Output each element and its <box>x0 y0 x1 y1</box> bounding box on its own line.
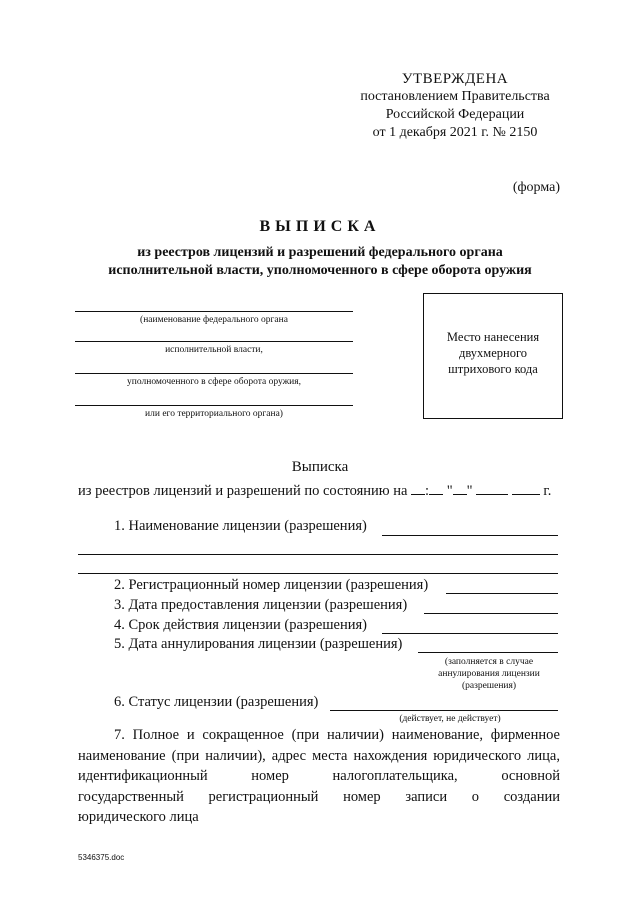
barcode-label-line-2: двухмерного <box>458 346 528 360</box>
approval-line-1: постановлением Правительства <box>360 89 550 104</box>
org-caption-3: уполномоченного в сфере оборота оружия, <box>127 377 301 387</box>
item-6-label: 6. Статус лицензии (разрешения) <box>114 694 319 710</box>
item-3-label: 3. Дата предоставления лицензии (разрешения) <box>114 597 408 613</box>
minute-field[interactable] <box>429 481 443 495</box>
document-subtitle <box>70 244 570 280</box>
org-fill-line-3 <box>75 373 353 374</box>
org-caption-1: (наименование федерального органа <box>140 315 288 325</box>
item-7-line-3: идентификационный номер налогоплательщика, основной <box>78 768 560 784</box>
item-7-paragraph <box>78 725 560 828</box>
org-caption-2: исполнительной власти, <box>165 345 263 355</box>
item-4-field[interactable] <box>382 633 558 634</box>
barcode-label <box>423 329 563 377</box>
month-field[interactable] <box>476 481 508 495</box>
item-1-field-line-2[interactable] <box>78 554 558 555</box>
footer-filename: 5346375.doc <box>78 853 125 862</box>
org-fill-line-1 <box>75 311 353 312</box>
item-5-note-line-2: аннулирования лицензии <box>438 669 540 679</box>
org-fill-line-4 <box>75 405 353 406</box>
approval-block <box>330 70 580 142</box>
year-suffix: г. <box>543 483 552 499</box>
day-field[interactable] <box>453 481 467 495</box>
item-6-field[interactable] <box>330 710 558 711</box>
extract-date-line <box>78 481 568 500</box>
item-1-field-line-3[interactable] <box>78 573 558 574</box>
item-3-field[interactable] <box>424 613 558 614</box>
barcode-label-line-1: Место нанесения <box>446 330 540 344</box>
item-7-line-5: юридического лица <box>78 809 199 825</box>
time-colon: : <box>425 483 430 499</box>
item-7-line-2: наименование (при наличии), адрес места нахождения юридического лица, <box>78 747 560 764</box>
subtitle-line-2: исполнительной власти, уполномоченного в сфере оборота оружия <box>108 263 532 278</box>
hour-field[interactable] <box>411 481 425 495</box>
barcode-label-line-3: штрихового кода <box>448 362 538 376</box>
item-5-note-line-3: (разрешения) <box>461 681 517 691</box>
item-1-label: 1. Наименование лицензии (разрешения) <box>114 518 367 534</box>
item-2-field[interactable] <box>446 593 558 594</box>
org-caption-4: или его территориального органа) <box>145 409 283 419</box>
approval-line-3: от 1 декабря 2021 г. № 2150 <box>372 125 538 140</box>
item-5-field[interactable] <box>418 652 558 653</box>
quote-open: " <box>446 483 453 499</box>
approval-title: УТВЕРЖДЕНА <box>401 71 509 87</box>
approval-line-2: Российской Федерации <box>385 107 525 122</box>
item-7-line-1: 7. Полное и сокращенное (при наличии) наименование, фирменное <box>114 727 560 743</box>
quote-close: " <box>466 483 473 499</box>
item-5-note <box>422 656 556 692</box>
extract-title: Выписка <box>291 459 349 475</box>
year-field[interactable] <box>512 481 540 495</box>
item-2-label: 2. Регистрационный номер лицензии (разрешения) <box>114 577 429 593</box>
item-5-label: 5. Дата аннулирования лицензии (разрешения) <box>114 636 403 652</box>
subtitle-line-1: из реестров лицензий и разрешений федерального органа <box>137 245 503 260</box>
extract-date-prefix: из реестров лицензий и разрешений по состоянию на <box>78 483 408 499</box>
org-fill-line-2 <box>75 341 353 342</box>
item-7-line-4: государственный регистрационный номер записи о создании <box>78 788 560 805</box>
item-4-label: 4. Срок действия лицензии (разрешения) <box>114 617 367 633</box>
item-6-note: (действует, не действует) <box>399 714 501 724</box>
document-title: ВЫПИСКА <box>259 218 381 235</box>
item-1-field[interactable] <box>382 535 558 536</box>
item-5-note-line-1: (заполняется в случае <box>444 657 534 667</box>
form-label: (форма) <box>512 180 560 195</box>
